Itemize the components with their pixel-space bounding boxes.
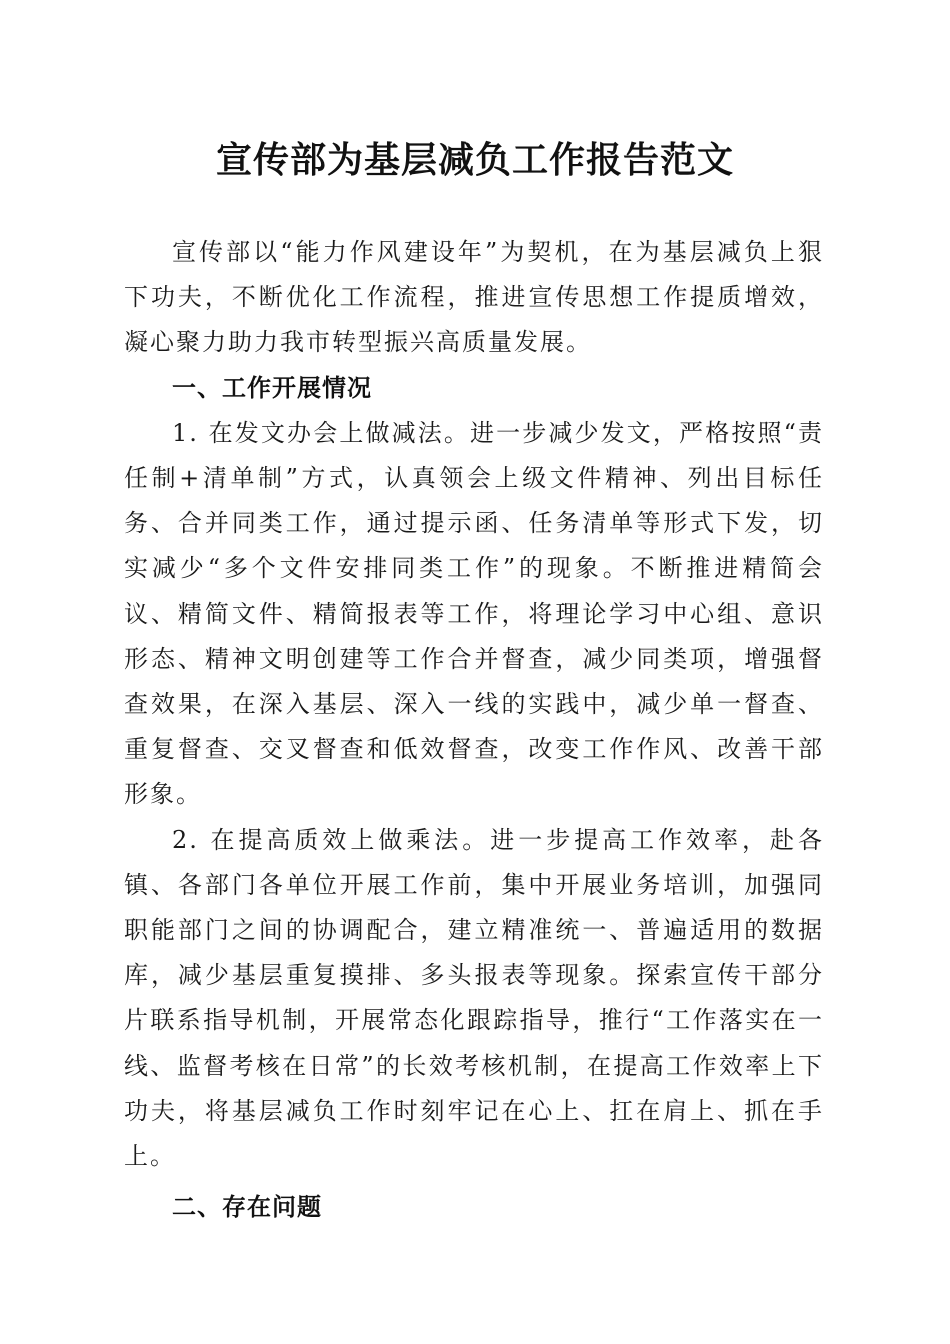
work-item-2: 2. 在提高质效上做乘法。进一步提高工作效率，赴各镇、各部门各单位开展工作前，集中开展业务培训，加强同职能部门之间的协调配合，建立精准统一、普遍适用的数据库，减少基层重复摸排、多头报表等现象。探索宣传干部分片联系指导机制，开展常态化跟踪指导，推行“工作落实在一线、监督考核在日常”的长效考核机制，在提高工作效率上下功夫，将基层减负工作时刻牢记在心上、扛在肩上、抓在手上。 bbox=[124, 825, 824, 1171]
section-heading-problems: 二、存在问题 bbox=[172, 1193, 322, 1222]
intro-paragraph: 宣传部以“能力作风建设年”为契机，在为基层减负上狠下功夫，不断优化工作流程，推进宣传思想工作提质增效，凝心聚力助力我市转型振兴高质量发展。 bbox=[124, 238, 824, 357]
document-title: 宣传部为基层减负工作报告范文 bbox=[215, 139, 734, 181]
section-heading-work-progress: 一、工作开展情况 bbox=[172, 373, 372, 402]
document-body bbox=[124, 230, 824, 1230]
work-item-1: 1. 在发文办会上做减法。进一步减少发文，严格按照“责任制+清单制”方式，认真领会上级文件精神、列出目标任务、合并同类工作，通过提示函、任务清单等形式下发，切实减少“多个文件安排同类工作”的现象。不断推进精简会议、精简文件、精简报表等工作，将理论学习中心组、意识形态、精神文明创建等工作合并督查，减少同类项，增强督查效果，在深入基层、深入一线的实践中，减少单一督查、重复督查、交叉督查和低效督查，改变工作作风、改善干部形象。 bbox=[124, 418, 824, 809]
